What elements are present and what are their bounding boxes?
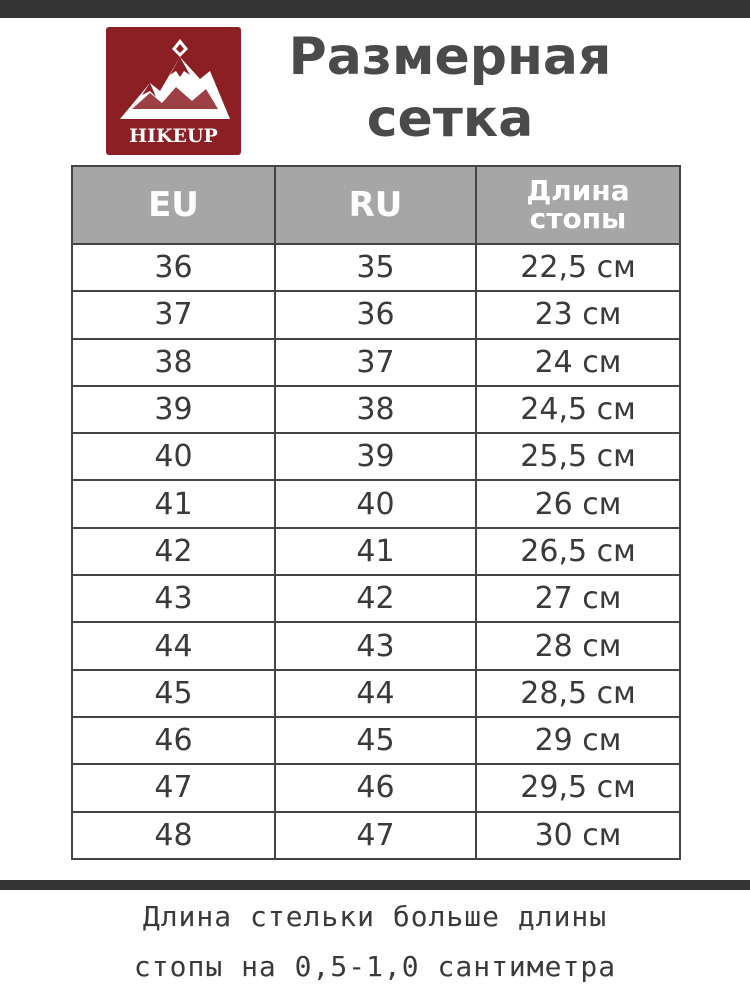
eu-cell: 42 — [72, 528, 275, 575]
ru-cell: 38 — [275, 386, 476, 433]
eu-cell: 39 — [72, 386, 275, 433]
header-ru: RU — [275, 166, 476, 244]
title-line-1: Размерная — [288, 27, 612, 87]
length-cell: 24,5 см — [476, 386, 680, 433]
hikeup-logo — [106, 27, 241, 155]
header-eu: EU — [72, 166, 275, 244]
eu-cell: 46 — [72, 717, 275, 764]
ru-cell: 39 — [275, 433, 476, 480]
length-cell: 23 см — [476, 291, 680, 338]
table-row — [72, 812, 680, 859]
ru-cell: 35 — [275, 244, 476, 291]
eu-cell: 47 — [72, 764, 275, 811]
table-row — [72, 480, 680, 527]
length-cell: 24 см — [476, 339, 680, 386]
table-row — [72, 528, 680, 575]
table-row — [72, 575, 680, 622]
ru-cell: 47 — [275, 812, 476, 859]
page-title — [250, 26, 650, 150]
title-line-2: сетка — [366, 89, 534, 149]
ru-cell: 45 — [275, 717, 476, 764]
bottom-bar — [0, 880, 750, 890]
footnote — [0, 892, 750, 992]
ru-cell: 46 — [275, 764, 476, 811]
header-foot-length-line-1: Длина — [526, 174, 630, 207]
length-cell: 26,5 см — [476, 528, 680, 575]
ru-cell: 44 — [275, 670, 476, 717]
eu-cell: 36 — [72, 244, 275, 291]
ru-cell: 43 — [275, 622, 476, 669]
table-row — [72, 622, 680, 669]
ru-cell: 37 — [275, 339, 476, 386]
table-row — [72, 291, 680, 338]
logo-text: HIKEUP — [129, 125, 218, 147]
length-cell: 28,5 см — [476, 670, 680, 717]
table-row — [72, 244, 680, 291]
ru-cell: 40 — [275, 480, 476, 527]
ru-cell: 36 — [275, 291, 476, 338]
table-row — [72, 764, 680, 811]
table-header-row — [72, 166, 680, 244]
length-cell: 25,5 см — [476, 433, 680, 480]
size-table — [71, 165, 681, 860]
table-row — [72, 433, 680, 480]
header-foot-length-line-2: стопы — [529, 202, 627, 235]
eu-cell: 48 — [72, 812, 275, 859]
footnote-line-2: стопы на 0,5-1,0 сантиметра — [133, 950, 617, 983]
length-cell: 30 см — [476, 812, 680, 859]
table-row — [72, 339, 680, 386]
length-cell: 22,5 см — [476, 244, 680, 291]
eu-cell: 43 — [72, 575, 275, 622]
eu-cell: 44 — [72, 622, 275, 669]
eu-cell: 38 — [72, 339, 275, 386]
length-cell: 29 см — [476, 717, 680, 764]
footnote-line-1: Длина стельки больше длины — [142, 900, 608, 933]
eu-cell: 41 — [72, 480, 275, 527]
length-cell: 26 см — [476, 480, 680, 527]
table-row — [72, 670, 680, 717]
length-cell: 27 см — [476, 575, 680, 622]
eu-cell: 37 — [72, 291, 275, 338]
length-cell: 29,5 см — [476, 764, 680, 811]
ru-cell: 42 — [275, 575, 476, 622]
length-cell: 28 см — [476, 622, 680, 669]
table-row — [72, 717, 680, 764]
eu-cell: 40 — [72, 433, 275, 480]
header-foot-length — [476, 166, 680, 244]
top-bar — [0, 0, 750, 18]
ru-cell: 41 — [275, 528, 476, 575]
eu-cell: 45 — [72, 670, 275, 717]
table-row — [72, 386, 680, 433]
